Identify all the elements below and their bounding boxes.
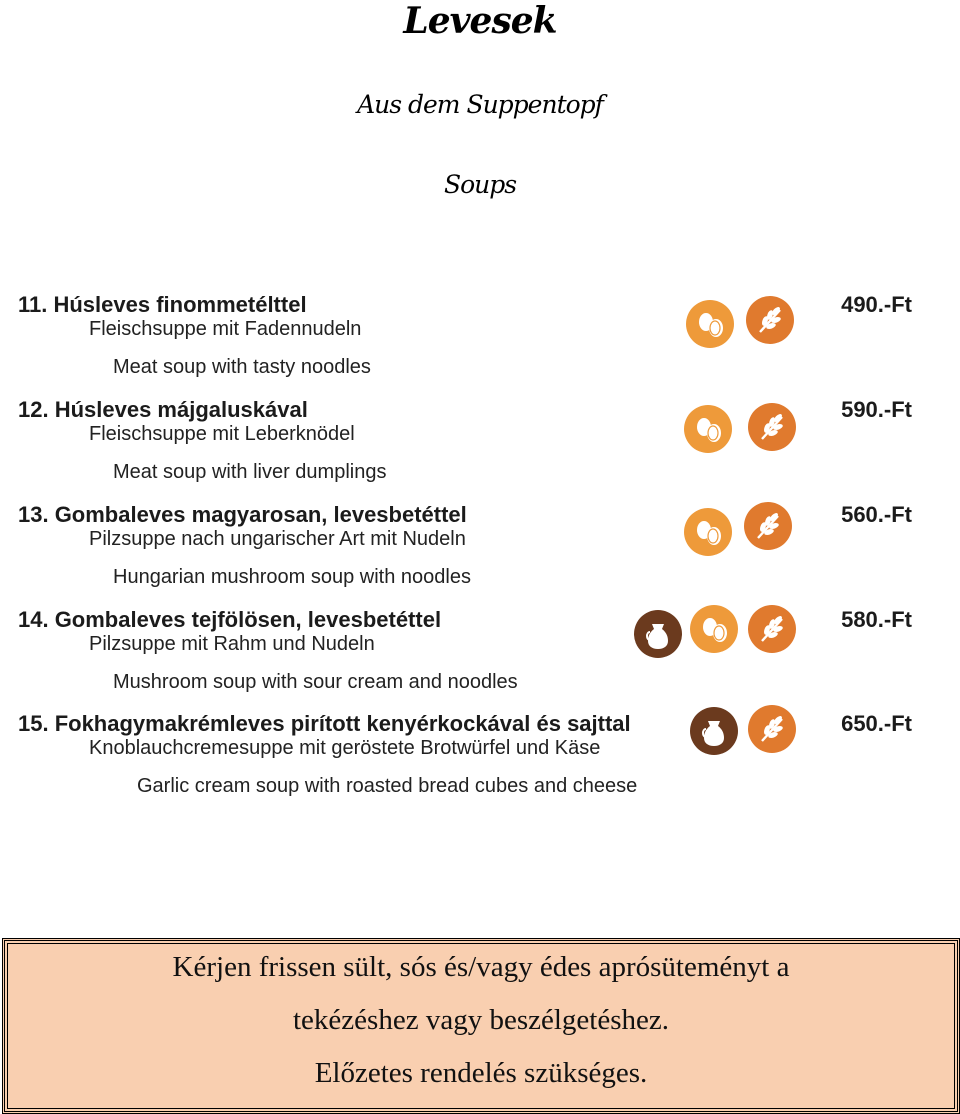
item-german: Knoblauchcremesuppe mit geröstete Brotwürfel und Käse — [89, 737, 601, 759]
item-name: 14. Gombaleves tejfölösen, levesbetéttel — [18, 607, 442, 632]
item-german: Fleischsuppe mit Leberknödel — [89, 423, 355, 445]
item-price: 590.-Ft — [841, 397, 912, 422]
notice-line-1: Kérjen frissen sült, sós és/vagy édes aprósüteményt a — [172, 951, 790, 983]
egg-icon — [684, 508, 732, 556]
milk-jug-icon — [690, 707, 738, 755]
item-price: 580.-Ft — [841, 607, 912, 632]
item-german: Fleischsuppe mit Fadennudeln — [89, 318, 362, 340]
item-price: 560.-Ft — [841, 502, 912, 527]
subtitle-german: Aus dem Suppentopf — [357, 90, 603, 119]
item-name: 12. Húsleves májgaluskával — [18, 397, 308, 422]
item-name: 13. Gombaleves magyarosan, levesbetéttel — [18, 502, 467, 527]
page-title: Levesek — [403, 0, 557, 42]
menu-item — [0, 397, 960, 501]
item-german: Pilzsuppe nach ungarischer Art mit Nudeln — [89, 528, 466, 550]
subtitle-english: Soups — [443, 170, 517, 199]
notice-line-2: tekézéshez vagy beszélgetéshez. — [293, 1004, 669, 1036]
wheat-icon — [748, 403, 796, 451]
item-german: Pilzsuppe mit Rahm und Nudeln — [89, 633, 375, 655]
egg-icon — [686, 300, 734, 348]
item-english: Meat soup with tasty noodles — [113, 356, 371, 378]
menu-item — [0, 502, 960, 606]
item-price: 650.-Ft — [841, 711, 912, 736]
item-name: 11. Húsleves finommetélttel — [18, 292, 307, 317]
wheat-icon — [748, 605, 796, 653]
wheat-icon — [746, 296, 794, 344]
menu-item — [0, 607, 960, 711]
item-name: 15. Fokhagymakrémleves pirított kenyérkockával és sajttal — [18, 711, 631, 736]
egg-icon — [690, 605, 738, 653]
notice-line-3: Előzetes rendelés szükséges. — [314, 1057, 648, 1089]
item-price: 490.-Ft — [841, 292, 912, 317]
egg-icon — [684, 405, 732, 453]
wheat-icon — [744, 502, 792, 550]
milk-jug-icon — [634, 610, 682, 658]
item-english: Meat soup with liver dumplings — [113, 461, 387, 483]
menu-item — [0, 711, 960, 815]
notice-box — [2, 938, 960, 1114]
item-english: Hungarian mushroom soup with noodles — [113, 566, 471, 588]
wheat-icon — [748, 705, 796, 753]
item-english: Garlic cream soup with roasted bread cubes and cheese — [137, 775, 638, 797]
item-english: Mushroom soup with sour cream and noodles — [113, 671, 518, 693]
menu-item — [0, 292, 960, 396]
